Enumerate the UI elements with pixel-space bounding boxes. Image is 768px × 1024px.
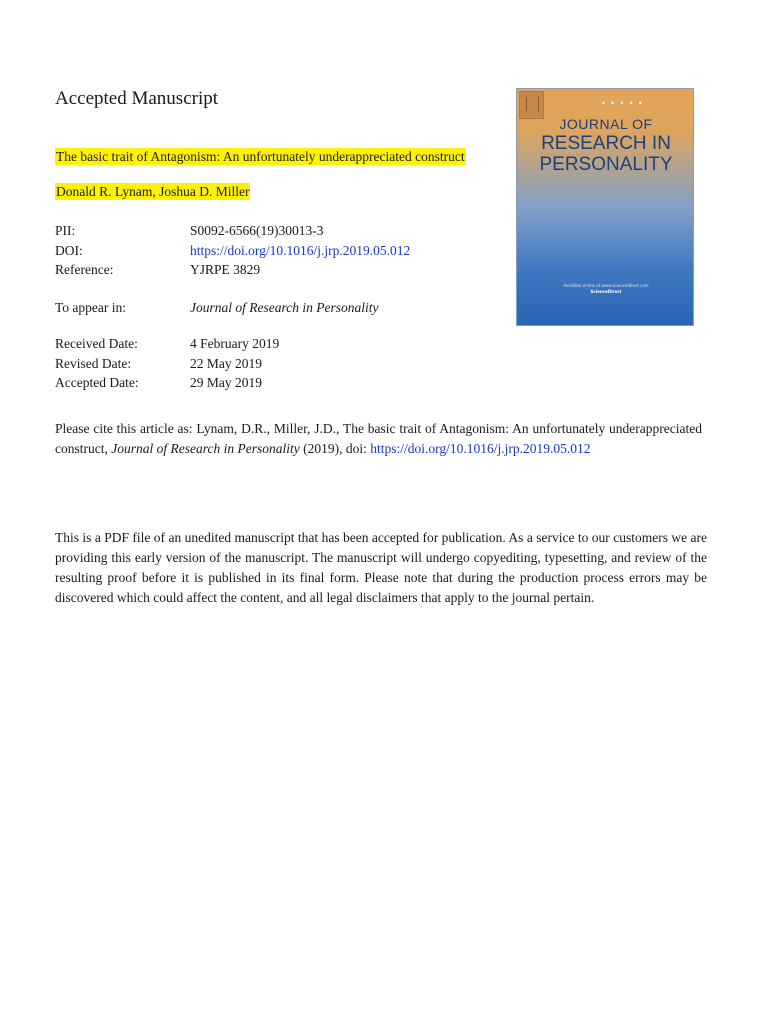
appear-in-label: To appear in:	[55, 300, 127, 315]
revised-date-label: Revised Date:	[55, 356, 132, 371]
citation-doi-link[interactable]: https://doi.org/10.1016/j.jrp.2019.05.012	[370, 441, 591, 456]
received-date-value: 4 February 2019	[190, 336, 280, 351]
reference-value: YJRPE 3829	[190, 262, 261, 277]
elsevier-logo-icon	[519, 91, 544, 119]
revised-date-value: 22 May 2019	[190, 356, 262, 371]
accepted-date-label: Accepted Date:	[55, 375, 139, 390]
authors-line	[55, 184, 250, 200]
pii-label: PII:	[55, 223, 76, 238]
article-title-line	[55, 149, 466, 165]
received-date-label: Received Date:	[55, 336, 138, 351]
cover-title-line3: PERSONALITY	[539, 154, 673, 175]
citation-paragraph	[55, 419, 702, 459]
manuscript-notice: This is a PDF file of an unedited manuscript that has been accepted for publication. As a service to our customers we are providing this early version of the manuscript. The manuscript will undergo copyediting, typesetting, and review of the resulting proof before it is published in its final form. Please note that during the production process errors may be discovered which could affect the content, and all legal disclaimers that apply to the journal pertain.	[55, 530, 707, 605]
cover-dots: • • • • •	[601, 99, 644, 108]
journal-cover-image	[516, 88, 694, 326]
cover-title-line2: RESEARCH IN	[541, 133, 671, 154]
article-authors: Donald R. Lynam, Joshua D. Miller	[56, 184, 250, 199]
manuscript-heading: Accepted Manuscript	[55, 88, 219, 109]
doi-link[interactable]: https://doi.org/10.1016/j.jrp.2019.05.012	[190, 243, 411, 258]
accepted-date-value: 29 May 2019	[190, 375, 262, 390]
doi-label: DOI:	[55, 243, 83, 258]
pii-value: S0092-6566(19)30013-3	[190, 223, 324, 238]
citation-middle: (2019), doi:	[303, 441, 367, 456]
citation-journal: Journal of Research in Personality	[111, 441, 300, 456]
citation-prefix: Please cite this article as: Lynam, D.R., Miller, J.D., The basic trait of Antagonism: An unfortunately underappreciated construct,	[55, 421, 702, 456]
appear-in-journal: Journal of Research in Personality	[190, 300, 379, 315]
cover-journal-title	[517, 117, 694, 174]
reference-label: Reference:	[55, 262, 114, 277]
cover-footer-text: Available online at www.sciencedirect.com	[563, 283, 649, 288]
article-title: The basic trait of Antagonism: An unfortunately underappreciated construct	[56, 149, 465, 164]
cover-sciencedirect-text: ScienceDirect	[590, 289, 622, 294]
cover-title-line1: JOURNAL OF	[559, 116, 653, 132]
